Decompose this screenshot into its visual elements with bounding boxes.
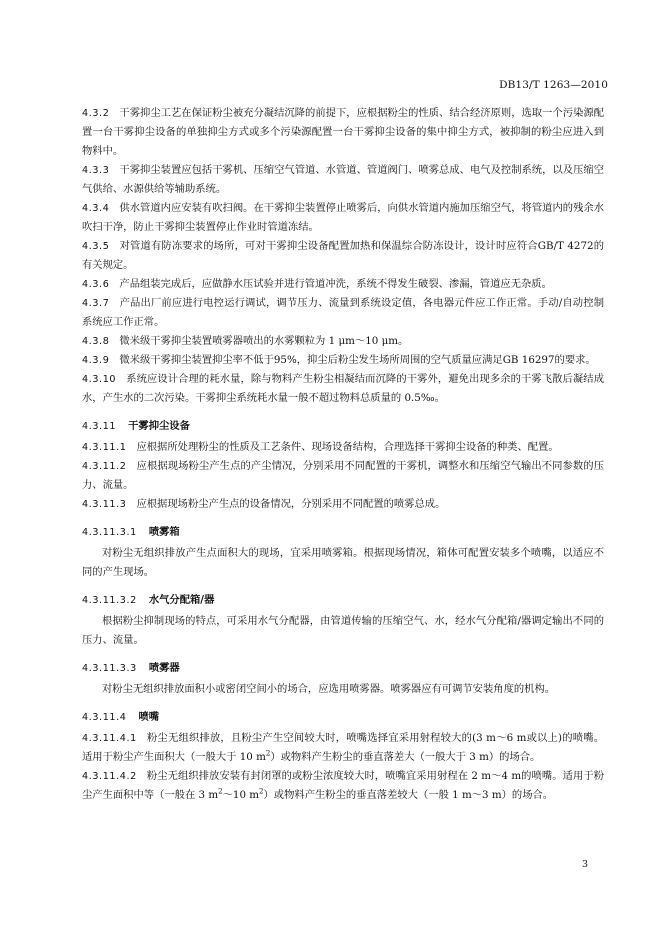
clause-number: 4.3.2: [82, 108, 110, 119]
standard-code: DB13/T 1263—2010: [499, 79, 608, 91]
clause-number: 4.3.11.1: [82, 442, 127, 453]
clause-text: 系统应设计合理的耗水量，除与物料产生粉尘相凝结而沉降的干雾外，避免出现多余的干雾飞散后凝结成水，产生水的二次污染。干雾抑尘系统耗水量一般不超过物料总质量的 0.5‰。: [82, 373, 604, 404]
heading-title: 喷嘴: [138, 711, 160, 723]
clause-4-3-3: [82, 161, 604, 199]
clause-4-3-6: [82, 275, 604, 294]
clause-4-3-5: [82, 237, 604, 275]
clause-number: 4.3.7: [82, 298, 110, 309]
heading-number: 4.3.11.3.1: [82, 527, 137, 538]
clause-text: 供水管道内应安装有吹扫阀。在干雾抑尘装置停止喷雾后，向供水管道内施加压缩空气，将管道内的残余水吹扫干净，防止干雾抑尘装置停止作业时管道冻结。: [82, 202, 604, 233]
clause-4-3-11-4-1: [82, 729, 604, 767]
heading-number: 4.3.11.3.2: [82, 595, 137, 606]
clause-text: 对管道有防冻要求的场所，可对干雾抑尘设备配置加热和保温综合防冻设计，设计时应符合GB/T 4272的有关规定。: [82, 240, 604, 271]
clause-number: 4.3.11.4.2: [82, 771, 137, 782]
clause-4-3-9: [82, 351, 604, 370]
clause-4-3-11-4-2: [82, 767, 604, 805]
superscript: 2: [265, 749, 271, 758]
heading-number: 4.3.11: [82, 421, 117, 432]
clause-4-3-7: [82, 294, 604, 332]
heading-title: 干雾抑尘设备: [128, 420, 190, 432]
clause-number: 4.3.11.4.1: [82, 733, 137, 744]
clause-text: ～10 m: [222, 789, 260, 801]
clause-4-3-11-2: [82, 457, 604, 495]
clause-number: 4.3.10: [82, 374, 117, 385]
clause-text: 应根据现场粉尘产生点的设备情况，分别采用不同配置的喷雾总成。: [136, 498, 446, 510]
clause-number: 4.3.3: [82, 165, 110, 176]
paragraph-water-air-distributor: 根据粉尘抑制现场的特点，可采用水气分配器，由管道传输的压缩空气、水，经水气分配箱/器调定输出不同的压力、流量。: [82, 615, 604, 646]
clause-text: 应根据所处理粉尘的性质及工艺条件、现场设备结构，合理选择干雾抑尘设备的种类、配置。: [136, 441, 559, 453]
heading-4-3-11: [82, 417, 604, 436]
clause-4-3-4: [82, 199, 604, 237]
clause-number: 4.3.6: [82, 279, 110, 290]
document-body: [82, 104, 604, 805]
heading-title: 喷雾器: [148, 662, 180, 674]
clause-text: 应根据现场粉尘产生点的产尘情况，分别采用不同配置的干雾机，调整水和压缩空气输出不同参数的压力、流量。: [82, 460, 604, 491]
clause-text: 产品组装完成后，应做静水压试验并进行管道冲洗，系统不得发生破裂、渗漏，管道应无杂质。: [119, 278, 552, 290]
heading-number: 4.3.11.3.3: [82, 663, 137, 674]
heading-4-3-11-3-3: [82, 659, 604, 678]
clause-4-3-10: [82, 370, 604, 408]
clause-text: ）或物料产生粉尘的垂直落差大（一般大于 3 m）的场合。: [270, 751, 541, 763]
paragraph-sprayer: 对粉尘无组织排放面积小或密闭空间小的场合，应选用喷雾器。喷雾器应有可调节安装角度的机构。: [102, 683, 556, 695]
clause-text: 干雾抑尘装置应包括干雾机、压缩空气管道、水管道、管道阀门、喷雾总成、电气及控制系统，以及压缩空气供给、水源供给等辅助系统。: [82, 164, 604, 195]
clause-text: 产品出厂前应进行电控运行调试，调节压力、流量到系统设定值，各电器元件应工作正常。手动/自动控制系统应工作正常。: [82, 297, 604, 328]
clause-text: 微米级干雾抑尘装置抑尘率不低于95%，抑尘后粉尘发生场所周围的空气质量应满足GB 16297的要求。: [119, 354, 596, 366]
clause-4-3-2: [82, 104, 604, 161]
clause-4-3-8: [82, 332, 604, 351]
clause-4-3-11-1: [82, 438, 604, 457]
heading-number: 4.3.11.4: [82, 712, 127, 723]
superscript: 2: [259, 787, 264, 796]
clause-number: 4.3.9: [82, 355, 110, 366]
clause-4-3-11-3: [82, 495, 604, 514]
clause-number: 4.3.11.2: [82, 461, 127, 472]
heading-4-3-11-3-1: [82, 523, 604, 542]
clause-number: 4.3.5: [82, 241, 110, 252]
clause-number: 4.3.4: [82, 203, 110, 214]
clause-number: 4.3.11.3: [82, 499, 127, 510]
heading-4-3-11-4: [82, 708, 604, 727]
clause-text: ）或物料产生粉尘的垂直落差较大（一般 1 m～3 m）的场合。: [263, 789, 554, 801]
heading-title: 喷雾箱: [148, 526, 180, 538]
heading-title: 水气分配箱/器: [148, 594, 215, 606]
clause-text: 粉尘无组织排放，且粉尘产生空间较大时，喷嘴选择宜采用射程较大的(3 m～6 m或以上)的喷嘴。适用于粉尘产生面积大（一般大于 10 m: [82, 732, 604, 763]
heading-4-3-11-3-2: [82, 591, 604, 610]
clause-text: 干雾抑尘工艺在保证粉尘被充分凝结沉降的前提下，应根据粉尘的性质、结合经济原则，选取一个污染源配置一台干雾抑尘设备的单独抑尘方式或多个污染源配置一台干雾抑尘设备的集中抑尘方式，被抑制的粉尘应进入到物料中。: [82, 107, 604, 157]
clause-number: 4.3.8: [82, 336, 110, 347]
superscript: 2: [218, 787, 223, 796]
paragraph-spray-box: 对粉尘无组织排放产生点面积大的现场，宜采用喷雾箱。根据现场情况，箱体可配置安装多个喷嘴，以适应不同的产生现场。: [82, 547, 604, 578]
clause-text: 粉尘无组织排放安装有封闭罩的或粉尘浓度较大时，喷嘴宜采用射程在 2 m～4 m的喷嘴。适用于粉尘产生面积中等（一般在 3 m: [82, 770, 604, 801]
page-number: 3: [581, 859, 588, 870]
clause-text: 微米级干雾抑尘装置喷雾器喷出的水雾颗粒为 1 μm～10 μm。: [119, 335, 409, 347]
